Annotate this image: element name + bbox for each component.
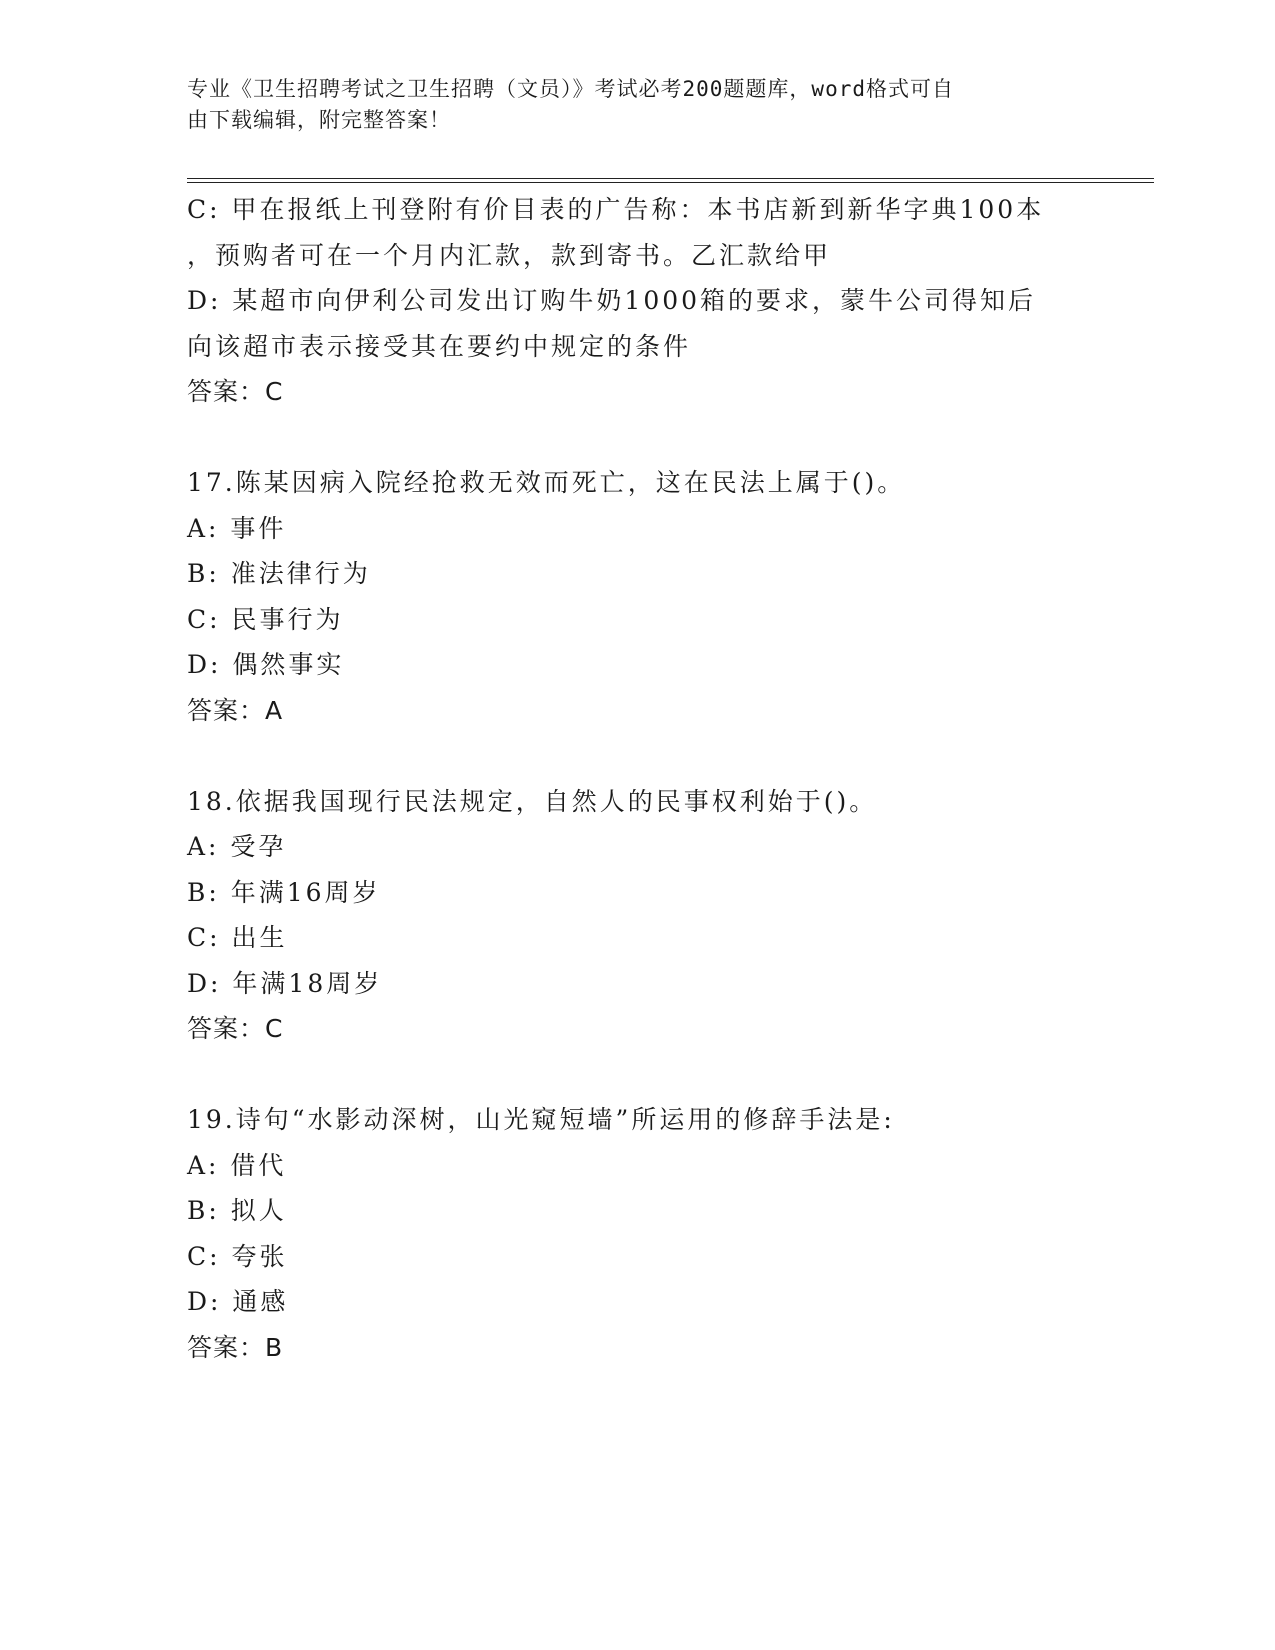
option-b: B: 拟人 [187, 1196, 287, 1225]
option-b: B: 年满16周岁 [187, 877, 381, 907]
header-line-1: 专业《卫生招聘考试之卫生招聘（文员）》考试必考200题题库，word格式可自 [187, 77, 954, 101]
option-d: D: 偶然事实 [187, 650, 345, 679]
question-stem: 19.诗句“水影动深树，山光窥短墙”所运用的修辞手法是: [187, 1105, 895, 1134]
answer-line: 答案：B [187, 1332, 284, 1362]
option-d-line-1: D: 某超市向伊利公司发出订购牛奶1000箱的要求，蒙牛公司得知后 [187, 286, 1037, 315]
question-stem: 17.陈某因病入院经抢救无效而死亡，这在民法上属于()。 [187, 468, 906, 497]
option-c: C: 民事行为 [187, 604, 344, 634]
question-block-16 [187, 187, 1127, 415]
answer-line: 答案：C [187, 377, 284, 406]
question-block-19 [187, 1097, 1127, 1370]
question-block-17 [187, 460, 1127, 733]
option-c: C: 出生 [187, 923, 288, 952]
option-c-line-2: ，预购者可在一个月内汇款，款到寄书。乙汇款给甲 [187, 240, 832, 270]
option-a: A: 受孕 [187, 832, 287, 861]
document-header [187, 74, 1087, 136]
option-d: D: 通感 [187, 1287, 289, 1316]
question-stem: 18.依据我国现行民法规定，自然人的民事权利始于()。 [187, 786, 878, 816]
spacer [187, 1052, 1127, 1098]
option-b: B: 准法律行为 [187, 559, 371, 588]
question-block-18 [187, 779, 1127, 1052]
spacer [187, 415, 1127, 461]
question-list [187, 187, 1127, 1370]
header-line-2: 由下载编辑，附完整答案！ [187, 108, 451, 132]
option-c-line-1: C: 甲在报纸上刊登附有价目表的广告称：本书店新到新华字典100本 [187, 195, 1045, 224]
header-divider-bottom [187, 182, 1154, 183]
spacer [187, 733, 1127, 779]
option-d-line-2: 向该超市表示接受其在要约中规定的条件 [187, 331, 692, 361]
header-divider-top [187, 178, 1154, 179]
answer-line: 答案：C [187, 1014, 284, 1043]
option-c: C: 夸张 [187, 1241, 288, 1271]
option-a: A: 事件 [187, 513, 287, 543]
option-a: A: 借代 [187, 1150, 287, 1180]
option-d: D: 年满18周岁 [187, 968, 383, 998]
answer-line: 答案：A [187, 695, 284, 725]
